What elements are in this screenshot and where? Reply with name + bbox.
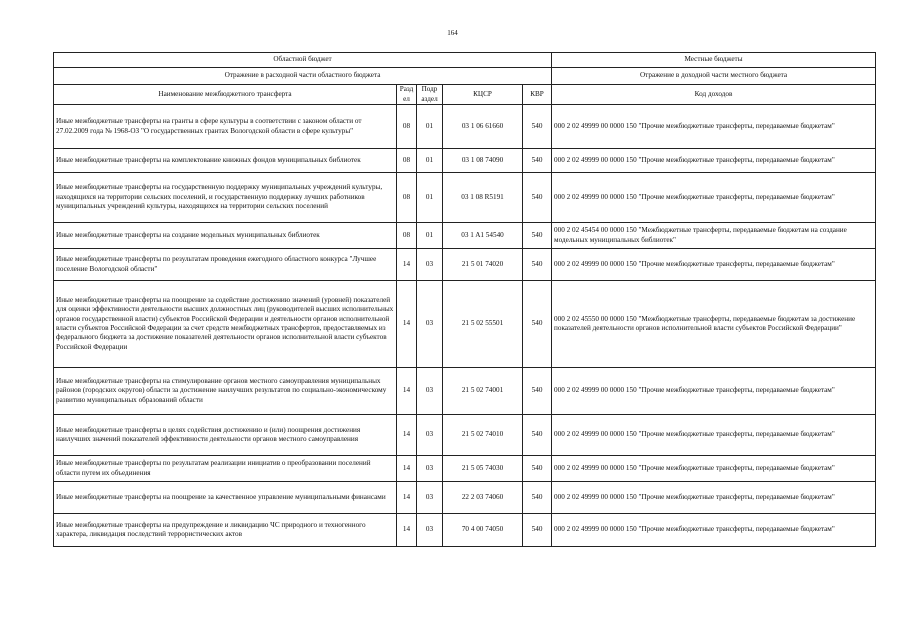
transfer-name: Иные межбюджетные трансферты в целях содействия достижению и (или) поощрения достижения наилучших значений показателей эффективности деятельности органов местного самоуправления bbox=[54, 415, 397, 456]
podr-cell: 03 bbox=[417, 482, 443, 514]
col-name-header: Наименование межбюджетного трансферта bbox=[54, 85, 397, 105]
page-number: 164 bbox=[447, 29, 458, 37]
kvr-cell: 540 bbox=[523, 173, 552, 223]
kcsr-cell: 21 5 02 55501 bbox=[443, 281, 523, 368]
podr-cell: 03 bbox=[417, 514, 443, 547]
kvr-cell: 540 bbox=[523, 368, 552, 415]
podr-cell: 03 bbox=[417, 456, 443, 482]
income-code-cell: 000 2 02 49999 00 0000 150 "Прочие межбюджетные трансферты, передаваемые бюджетам" bbox=[552, 514, 876, 547]
razd-cell: 08 bbox=[397, 173, 417, 223]
transfer-name: Иные межбюджетные трансферты на предупреждение и ликвидацию ЧС природного и техногенного характера, ликвидация последствий террористических актов bbox=[54, 514, 397, 547]
kvr-cell: 540 bbox=[523, 105, 552, 149]
podr-cell: 01 bbox=[417, 149, 443, 173]
transfer-name: Иные межбюджетные трансферты на создание модельных муниципальных библиотек bbox=[54, 223, 397, 249]
transfer-name: Иные межбюджетные трансферты на стимулирование органов местного самоуправления муниципальных районов (городских округов) области за достижение наилучших результатов по социально-экономическому развитию муниципальных образований области bbox=[54, 368, 397, 415]
kvr-cell: 540 bbox=[523, 482, 552, 514]
income-code-cell: 000 2 02 49999 00 0000 150 "Прочие межбюджетные трансферты, передаваемые бюджетам" bbox=[552, 456, 876, 482]
local-budgets-header: Местные бюджеты bbox=[552, 53, 876, 68]
header-row-budgets bbox=[54, 53, 876, 68]
income-code-cell: 000 2 02 49999 00 0000 150 "Прочие межбюджетные трансферты, передаваемые бюджетам" bbox=[552, 415, 876, 456]
regional-reflection-header: Отражение в расходной части областного бюджета bbox=[54, 68, 552, 85]
transfer-name: Иные межбюджетные трансферты на поощрение за содействие достижению значений (уровней) показателей для оценки эффективности деятельности высших должностных лиц (руководителей высших исполнительных органов государственной власти) субъектов Российской Федерации и деятельности органов исполнительной власти субъектов Российской Федерации за счет средств межбюджетных трансфертов, предоставляемых из федерального бюджета за достижение показателей деятельности органов исполнительной власти субъектов Российской Федерации bbox=[54, 281, 397, 368]
razd-cell: 08 bbox=[397, 223, 417, 249]
transfer-name: Иные межбюджетные трансферты на государственную поддержку муниципальных учреждений культуры, находящихся на территории сельских поселений, и государственную поддержку лучших работников муниципальных учреждений культуры, находящихся на территории сельских поселений bbox=[54, 173, 397, 223]
transfer-name: Иные межбюджетные трансферты на комплектование книжных фондов муниципальных библиотек bbox=[54, 149, 397, 173]
kcsr-cell: 21 5 05 74030 bbox=[443, 456, 523, 482]
table-row bbox=[54, 105, 876, 149]
table-row bbox=[54, 482, 876, 514]
col-kcsr-header: КЦСР bbox=[443, 85, 523, 105]
kvr-cell: 540 bbox=[523, 223, 552, 249]
transfer-name: Иные межбюджетные трансферты по результатам реализации инициатив о преобразовании поселений области путем их объединения bbox=[54, 456, 397, 482]
table-row bbox=[54, 149, 876, 173]
razd-cell: 08 bbox=[397, 105, 417, 149]
kcsr-cell: 21 5 01 74020 bbox=[443, 249, 523, 281]
podr-cell: 03 bbox=[417, 415, 443, 456]
col-podr-header: Подр аздел bbox=[417, 85, 443, 105]
razd-cell: 14 bbox=[397, 415, 417, 456]
razd-cell: 14 bbox=[397, 482, 417, 514]
razd-cell: 14 bbox=[397, 249, 417, 281]
income-code-cell: 000 2 02 49999 00 0000 150 "Прочие межбюджетные трансферты, передаваемые бюджетам" bbox=[552, 482, 876, 514]
table-row bbox=[54, 456, 876, 482]
razd-cell: 08 bbox=[397, 149, 417, 173]
table-row bbox=[54, 415, 876, 456]
podr-cell: 01 bbox=[417, 223, 443, 249]
income-code-cell: 000 2 02 45454 00 0000 150 "Межбюджетные трансферты, передаваемые бюджетам на создание модельных муниципальных библиотек" bbox=[552, 223, 876, 249]
transfer-name: Иные межбюджетные трансферты по результатам проведения ежегодного областного конкурса "Лучшее поселение Вологодской области" bbox=[54, 249, 397, 281]
kcsr-cell: 21 5 02 74001 bbox=[443, 368, 523, 415]
col-kvr-header: КВР bbox=[523, 85, 552, 105]
local-reflection-header: Отражение в доходной части местного бюджета bbox=[552, 68, 876, 85]
col-code-header: Код доходов bbox=[552, 85, 876, 105]
podr-cell: 03 bbox=[417, 368, 443, 415]
income-code-cell: 000 2 02 45550 00 0000 150 "Межбюджетные трансферты, передаваемые бюджетам за достижение показателей деятельности органов исполнительной власти субъектов Российской Федерации" bbox=[552, 281, 876, 368]
table-row bbox=[54, 249, 876, 281]
kcsr-cell: 03 1 A1 54540 bbox=[443, 223, 523, 249]
kcsr-cell: 03 1 06 61660 bbox=[443, 105, 523, 149]
header-row-columns bbox=[54, 85, 876, 105]
podr-cell: 03 bbox=[417, 281, 443, 368]
kvr-cell: 540 bbox=[523, 514, 552, 547]
kvr-cell: 540 bbox=[523, 415, 552, 456]
kvr-cell: 540 bbox=[523, 281, 552, 368]
kcsr-cell: 70 4 00 74050 bbox=[443, 514, 523, 547]
transfer-name: Иные межбюджетные трансферты на поощрение за качественное управление муниципальными финансами bbox=[54, 482, 397, 514]
razd-cell: 14 bbox=[397, 514, 417, 547]
income-code-cell: 000 2 02 49999 00 0000 150 "Прочие межбюджетные трансферты, передаваемые бюджетам" bbox=[552, 368, 876, 415]
razd-cell: 14 bbox=[397, 368, 417, 415]
col-razd-header: Разд ел bbox=[397, 85, 417, 105]
income-code-cell: 000 2 02 49999 00 0000 150 "Прочие межбюджетные трансферты, передаваемые бюджетам" bbox=[552, 249, 876, 281]
kcsr-cell: 21 5 02 74010 bbox=[443, 415, 523, 456]
podr-cell: 01 bbox=[417, 173, 443, 223]
transfer-name: Иные межбюджетные трансферты на гранты в сфере культуры в соответствии с законом области от 27.02.2009 года № 1968-ОЗ "О государственных грантах Вологодской области в сфере культуры" bbox=[54, 105, 397, 149]
transfers-table bbox=[53, 52, 876, 547]
income-code-cell: 000 2 02 49999 00 0000 150 "Прочие межбюджетные трансферты, передаваемые бюджетам" bbox=[552, 173, 876, 223]
razd-cell: 14 bbox=[397, 281, 417, 368]
income-code-cell: 000 2 02 49999 00 0000 150 "Прочие межбюджетные трансферты, передаваемые бюджетам" bbox=[552, 149, 876, 173]
table-row bbox=[54, 223, 876, 249]
table-row bbox=[54, 514, 876, 547]
table-row bbox=[54, 173, 876, 223]
kvr-cell: 540 bbox=[523, 249, 552, 281]
kcsr-cell: 03 1 08 R5191 bbox=[443, 173, 523, 223]
razd-cell: 14 bbox=[397, 456, 417, 482]
header-row-reflection bbox=[54, 68, 876, 85]
table-row bbox=[54, 281, 876, 368]
table-row bbox=[54, 368, 876, 415]
podr-cell: 03 bbox=[417, 249, 443, 281]
kvr-cell: 540 bbox=[523, 149, 552, 173]
kcsr-cell: 22 2 03 74060 bbox=[443, 482, 523, 514]
regional-budget-header: Областной бюджет bbox=[54, 53, 552, 68]
income-code-cell: 000 2 02 49999 00 0000 150 "Прочие межбюджетные трансферты, передаваемые бюджетам" bbox=[552, 105, 876, 149]
kcsr-cell: 03 1 08 74090 bbox=[443, 149, 523, 173]
kvr-cell: 540 bbox=[523, 456, 552, 482]
podr-cell: 01 bbox=[417, 105, 443, 149]
